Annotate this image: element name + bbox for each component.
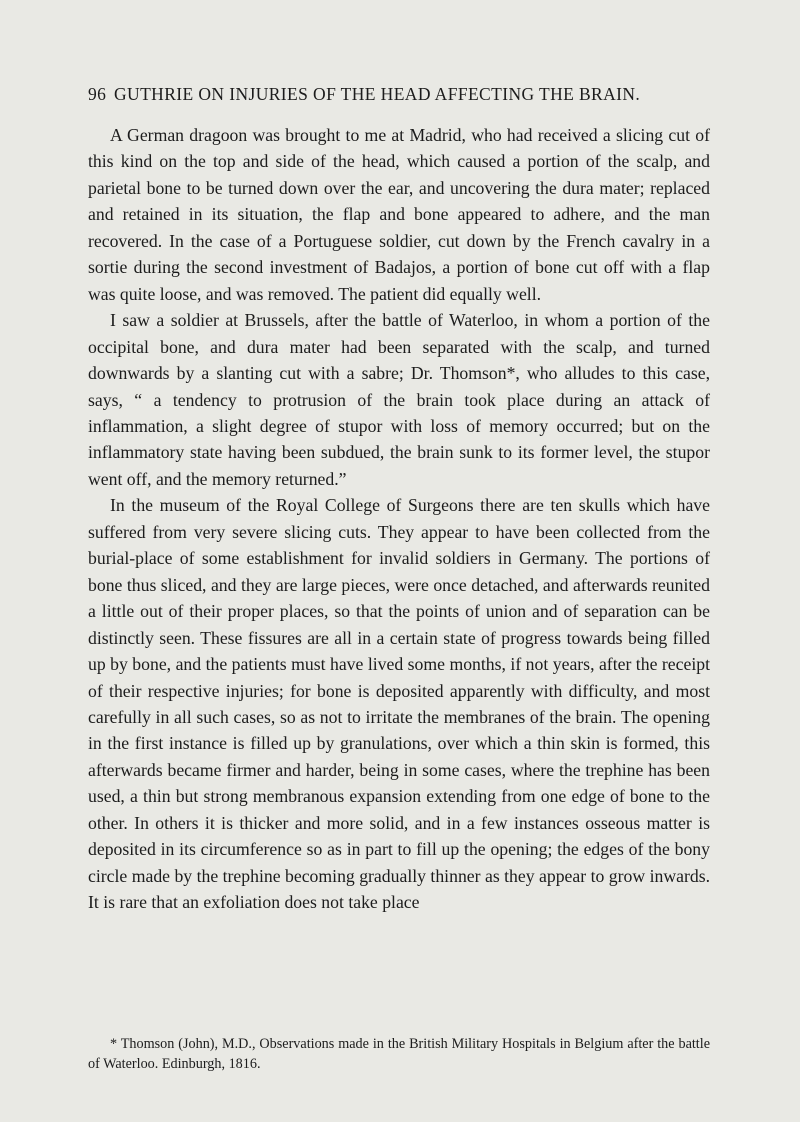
paragraph-brussels-soldier: I saw a soldier at Brussels, after the battle of Waterloo, in whom a portion of the occipital bone, and dura mater had been separated with the scalp, and turned downwards by a slanting cut with a sabre; Dr. Thomson*, who alludes to this case, says, “ a tendency to protrusion of the brain took place during an attack of inflammation, a slight degree of stupor with loss of memory occurred; but on the inflammatory state having been subdued, the brain sunk to its former level, the stupor went off, and the memory returned.” — [88, 310, 710, 489]
running-header — [88, 84, 688, 110]
footnote: * Thomson (John), M.D., Observations made in the British Military Hospitals in Belgium after the battle of Waterloo. Edinburgh, 1816. — [88, 1036, 710, 1072]
page-number: 96 — [88, 84, 107, 104]
paragraph-museum-skulls: In the museum of the Royal College of Surgeons there are ten skulls which have suffered from very severe slicing cuts. They appear to have been collected from the burial-place of some establishment for invalid soldiers in Germany. The portions of bone thus sliced, and they are large pieces, were once detached, and afterwards reunited a little out of their proper places, so that the points of union and of separation can be distinctly seen. These fissures are all in a certain state of progress towards being filled up by bone, and the patients must have lived some months, if not years, after the receipt of their respective injuries; for bone is deposited apparently with difficulty, and most carefully in all such cases, so as not to irritate the membranes of the brain. The opening in the first instance is filled up by granulations, over which a thin skin is formed, this afterwards became firmer and harder, being in some cases, where the trephine has been used, a thin but strong membranous expansion extending from one edge of bone to the other. In others it is thicker and more solid, and in a few instances osseous matter is deposited in its circumference so as in part to fill up the opening; the edges of the bony circle made by the trephine becoming gradually thinner as they appear to grow inwards. It is rare that an exfoliation does not take place — [88, 495, 710, 913]
paragraph-german-dragoon: A German dragoon was brought to me at Madrid, who had received a slicing cut of this kind on the top and side of the head, which caused a portion of the scalp, and parietal bone to be turned down over the ear, and uncovering the dura mater; replaced and retained in its situation, the flap and bone appeared to adhere, and the man recovered. In the case of a Portuguese soldier, cut down by the French cavalry in a sortie during the second investment of Badajos, a portion of bone cut off with a flap was quite loose, and was removed. The patient did equally well. — [88, 125, 710, 304]
running-title: GUTHRIE ON INJURIES OF THE HEAD AFFECTING THE BRAIN. — [114, 84, 641, 104]
body-text — [88, 122, 710, 916]
